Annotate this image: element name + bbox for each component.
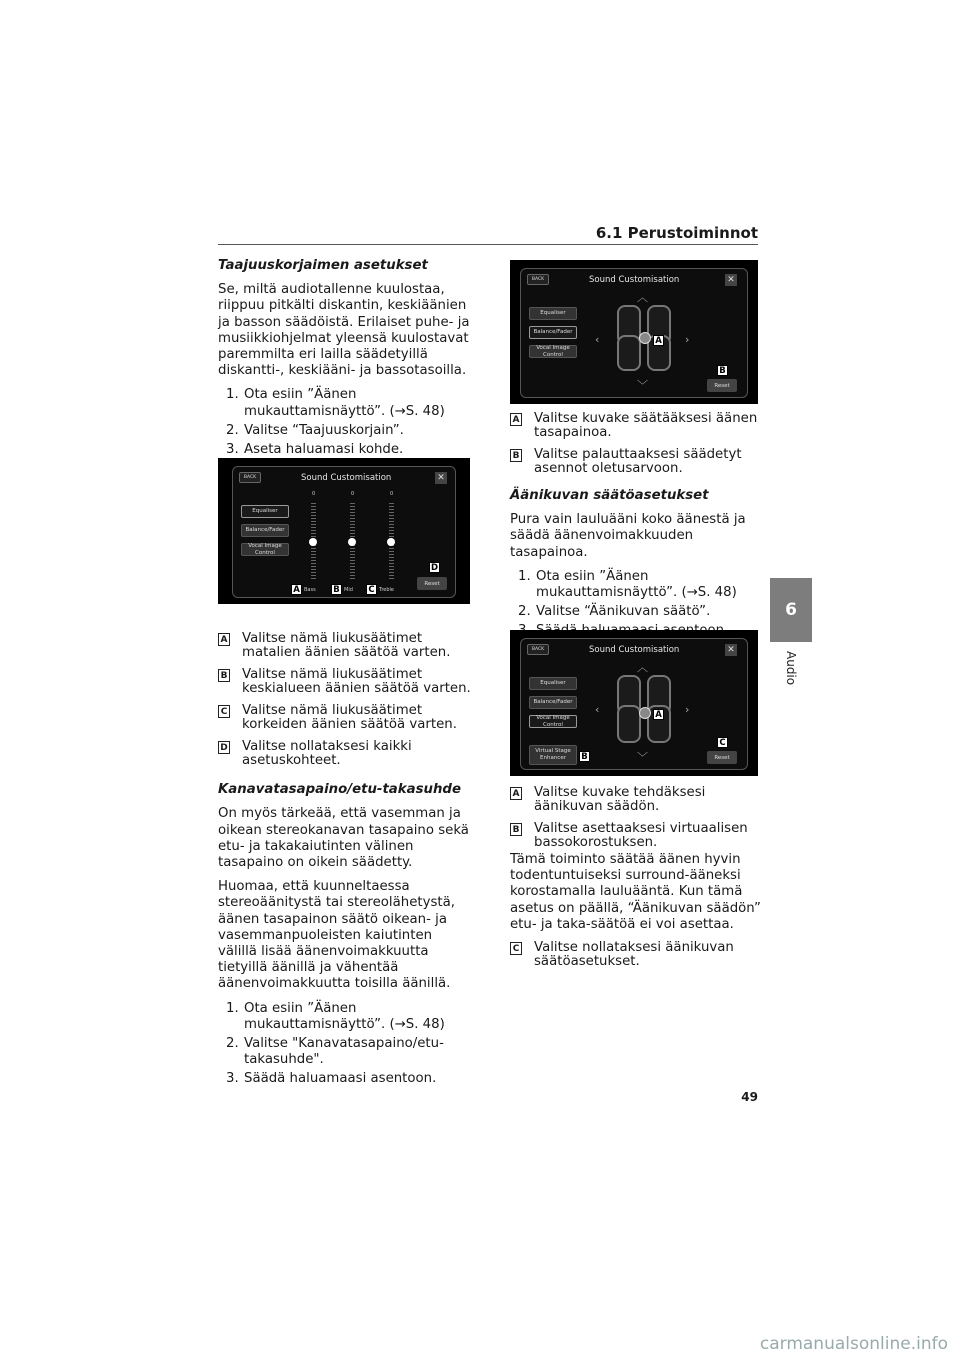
step-item xyxy=(226,387,474,419)
treble-value: 0 xyxy=(390,491,394,497)
virtual-stage-description: Tämä toiminto säätää äänen hyvin todentuntuiseksi surround-ääneksi korostamalla lauluääntä. Kun tämä asetus on päällä, “Äänikuvan säädön” etu- ja taka-säätöä ei voi asettaa. xyxy=(510,852,761,932)
legend-badge: B xyxy=(218,669,230,682)
legend-text: Valitse nollataksesi kaikki asetuskohteet. xyxy=(242,739,412,769)
menu-balance-fader[interactable]: Balance/Fader xyxy=(241,524,289,537)
treble-slider-knob[interactable] xyxy=(387,538,395,546)
step-item xyxy=(226,423,474,439)
menu-vocal-image[interactable]: Vocal Image Control xyxy=(529,715,577,728)
legend-item xyxy=(510,941,762,969)
step-number: 1. xyxy=(518,568,531,584)
legend-item xyxy=(510,822,762,850)
step-number: 2. xyxy=(226,1036,239,1052)
bass-slider-knob[interactable] xyxy=(309,538,317,546)
seat-rear-left-icon xyxy=(617,335,641,371)
header-rule xyxy=(218,244,758,245)
balance-fader-screenshot xyxy=(510,260,758,404)
legend-badge: B xyxy=(510,449,522,462)
menu-balance-fader[interactable]: Balance/Fader xyxy=(529,326,577,339)
legend-item xyxy=(510,412,762,440)
step-text: Ota esiin ”Äänen mukauttamisnäyttö”. (→S. 48) xyxy=(536,568,737,601)
chevron-left-icon[interactable]: ‹ xyxy=(595,333,600,346)
page-number: 49 xyxy=(741,1090,758,1104)
left-column xyxy=(218,258,474,1096)
step-number: 1. xyxy=(226,387,239,403)
callout-b: B xyxy=(717,365,728,376)
menu-equaliser[interactable]: Equaliser xyxy=(529,677,577,690)
eq-heading: Taajuuskorjaimen asetukset xyxy=(218,258,428,273)
legend-badge: A xyxy=(510,413,522,426)
step-item xyxy=(518,604,762,620)
step-number: 1. xyxy=(226,1000,239,1016)
balance-heading: Kanavatasapaino/etu-takasuhde xyxy=(218,782,461,798)
legend-text: Valitse palauttaaksesi säädetyt asennot oletusarvoon. xyxy=(534,447,742,476)
reset-button[interactable]: Reset xyxy=(417,577,447,590)
chevron-right-icon[interactable]: › xyxy=(685,333,690,346)
step-item xyxy=(226,1001,474,1033)
step-text: Säädä haluamaasi asentoon. xyxy=(244,1071,437,1087)
equaliser-screenshot xyxy=(218,458,470,604)
mid-value: 0 xyxy=(351,491,355,497)
legend-text: Valitse nämä liukusäätimet keskialueen äänien säätöä varten. xyxy=(242,667,471,697)
virtual-stage-enhancer-button[interactable]: Virtual Stage Enhancer xyxy=(529,745,577,765)
legend-item xyxy=(218,668,474,696)
legend-text: Valitse nämä liukusäätimet matalien äänien säätöä varten. xyxy=(242,631,451,661)
mid-slider-knob[interactable] xyxy=(348,538,356,546)
callout-a: A xyxy=(653,709,664,720)
close-button[interactable]: ✕ xyxy=(435,472,447,484)
legend-text: Valitse kuvake säätääksesi äänen tasapainoa. xyxy=(534,411,758,440)
chapter-label: Audio xyxy=(784,650,798,686)
seat-rear-left-icon xyxy=(617,705,641,743)
treble-label: Treble xyxy=(379,587,394,593)
image-heading: Äänikuvan säätöasetukset xyxy=(510,488,709,503)
bass-value: 0 xyxy=(312,491,316,497)
step-text: Valitse “Äänikuvan säätö”. xyxy=(536,604,711,620)
balance-paragraph-1: On myös tärkeää, että vasemman ja oikean stereokanavan tasapaino sekä etu- ja takakaiutinten välinen tasapaino on oikein säädetty. xyxy=(218,806,469,871)
step-number: 2. xyxy=(518,604,531,620)
right-column-lower xyxy=(510,786,762,977)
step-text: Valitse "Kanavatasapaino/etu-takasuhde". xyxy=(244,1036,444,1068)
close-button[interactable]: ✕ xyxy=(725,274,737,286)
eq-paragraph: Se, miltä audiotallenne kuulostaa, riippuu pitkälti diskantin, keskiäänien ja basson säädöistä. Erilaiset puhe- ja musiikkiohjelmat yleensä kuulostavat paremmilta eri lailla säädetyillä diskantti-, keskiääni- ja bassotasoilla. xyxy=(218,282,470,379)
step-item xyxy=(518,569,762,601)
legend-text: Valitse nämä liukusäätimet korkeiden äänien säätöä varten. xyxy=(242,703,457,733)
balance-steps xyxy=(226,1001,474,1088)
menu-vocal-image[interactable]: Vocal Image Control xyxy=(529,345,577,358)
chevron-left-icon[interactable]: ‹ xyxy=(595,703,600,716)
reset-button[interactable]: Reset xyxy=(707,751,737,764)
legend-item xyxy=(510,448,762,476)
callout-a: A xyxy=(653,335,664,346)
right-column xyxy=(510,412,762,648)
legend-item xyxy=(218,704,474,732)
watermark: carmanualsonline.info xyxy=(759,1334,948,1354)
menu-equaliser[interactable]: Equaliser xyxy=(529,307,577,320)
image-steps xyxy=(518,569,762,640)
step-text: Valitse “Taajuuskorjain”. xyxy=(244,422,404,438)
chevron-right-icon[interactable]: › xyxy=(685,703,690,716)
legend-text: Valitse asettaaksesi virtuaalisen bassokorostuksen. xyxy=(534,821,748,850)
legend-badge: C xyxy=(510,942,522,955)
legend-text: Valitse kuvake tehdäksesi äänikuvan säädön. xyxy=(534,785,706,814)
screen-frame xyxy=(520,268,748,398)
screen-title: Sound Customisation xyxy=(589,645,680,655)
legend-item xyxy=(218,740,474,768)
step-item xyxy=(226,1071,474,1087)
legend-badge: A xyxy=(510,787,522,800)
callout-b: B xyxy=(579,751,590,762)
chevron-up-icon[interactable]: ︿ xyxy=(637,661,648,674)
callout-c: C xyxy=(717,737,728,748)
vocal-target-icon[interactable] xyxy=(639,707,651,719)
menu-balance-fader[interactable]: Balance/Fader xyxy=(529,696,577,709)
back-button[interactable]: BACK xyxy=(527,644,549,655)
legend-text: Valitse nollataksesi äänikuvan säätöasetukset. xyxy=(534,940,734,970)
chevron-up-icon[interactable]: ︿ xyxy=(637,291,648,304)
back-button[interactable]: BACK xyxy=(527,274,549,285)
back-button[interactable]: BACK xyxy=(239,472,261,483)
step-item xyxy=(226,442,474,458)
step-number: 3. xyxy=(226,1071,239,1087)
step-number: 3. xyxy=(226,442,239,458)
balance-target-icon[interactable] xyxy=(639,332,651,344)
step-text: Ota esiin ”Äänen mukauttamisnäyttö”. (→S. 48) xyxy=(244,1000,445,1032)
image-paragraph: Pura vain lauluääni koko äänestä ja säädä äänenvoimakkuuden tasapainoa. xyxy=(510,512,746,560)
chevron-down-icon[interactable]: ﹀ xyxy=(637,751,648,764)
step-number: 2. xyxy=(226,422,239,438)
legend-badge: C xyxy=(218,705,230,718)
section-title: 6.1 Perustoiminnot xyxy=(595,224,758,242)
balance-paragraph-2: Huomaa, että kuunneltaessa stereoäänitystä tai stereolähetystä, äänen tasapainon säätö oikean- ja vasemmanpuoleisten kaiutinten välillä lisää äänenvoimakkuutta tietyillä äänillä ja vähentää äänenvoimakkuutta toisilla äänillä. xyxy=(218,879,455,992)
callout-b: B xyxy=(331,584,342,595)
vocal-image-screenshot xyxy=(510,630,758,776)
step-text: Ota esiin ”Äänen mukauttamisnäyttö”. (→S. 48) xyxy=(244,387,445,419)
callout-c: C xyxy=(366,584,377,595)
legend-badge: D xyxy=(218,741,230,754)
step-text: Aseta haluamasi kohde. xyxy=(244,442,404,458)
legend-item xyxy=(218,632,474,660)
chevron-down-icon[interactable]: ﹀ xyxy=(637,379,648,392)
screen-frame xyxy=(232,466,456,598)
callout-d: D xyxy=(430,562,439,573)
chapter-number-tab: 6 xyxy=(770,578,812,642)
menu-vocal-image[interactable]: Vocal Image Control xyxy=(241,543,289,556)
menu-equaliser[interactable]: Equaliser xyxy=(241,505,289,518)
eq-steps xyxy=(226,387,474,458)
step-item xyxy=(226,1036,474,1068)
screen-title: Sound Customisation xyxy=(301,473,392,483)
screen-frame xyxy=(520,638,748,770)
callout-a: A xyxy=(291,584,302,595)
bass-label: Bass xyxy=(304,587,316,593)
legend-item xyxy=(510,786,762,814)
mid-label: Mid xyxy=(344,587,353,593)
screen-title: Sound Customisation xyxy=(589,275,680,285)
legend-badge: B xyxy=(510,823,522,836)
reset-button[interactable]: Reset xyxy=(707,379,737,392)
legend-badge: A xyxy=(218,633,230,646)
close-button[interactable]: ✕ xyxy=(725,644,737,656)
